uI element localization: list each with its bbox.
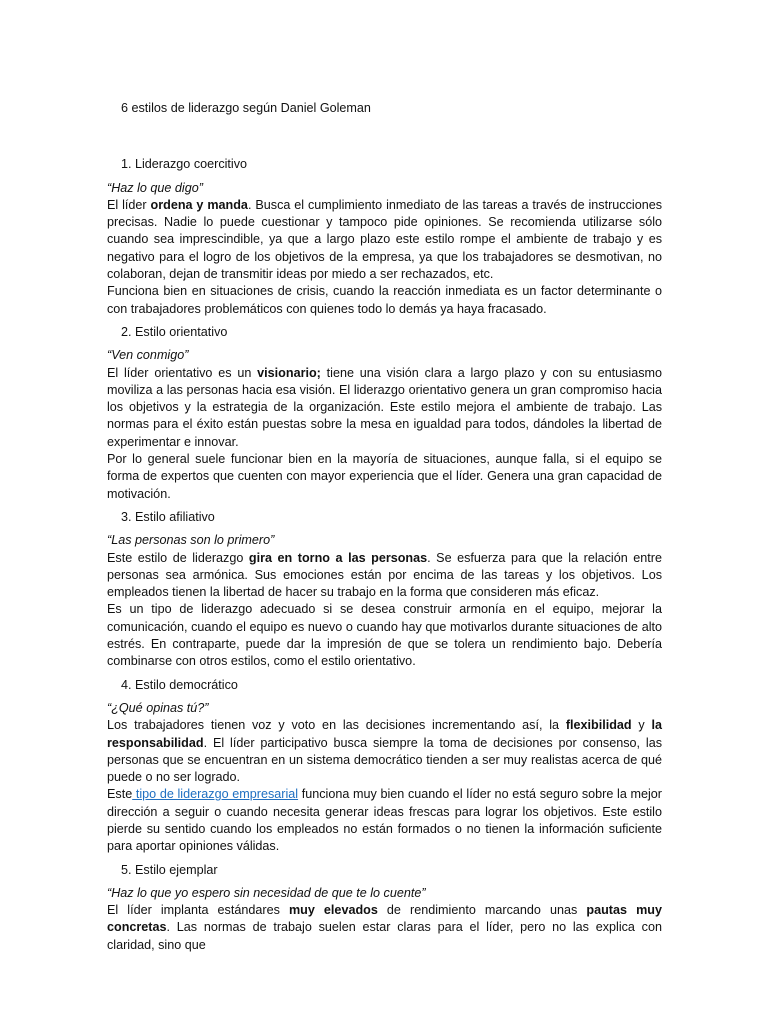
section-paragraph: Por lo general suele funcionar bien en la mayoría de situaciones, aunque falla, si el equipo se forma de expertos que cuenten con mayor experiencia que el líder. Genera una gran capacidad de motivación. [107, 452, 662, 501]
section-heading: 5. Estilo ejemplar [121, 862, 218, 877]
section-paragraph: Los trabajadores tienen voz y voto en las decisiones incrementando así, la flexibilidad y la responsabilidad. El líder participativo busca siempre la toma de decisiones por consenso, las personas que se encuentran en un sistema democrático tienden a ser muy realistas acerca de qué puede o no ser logrado. [107, 718, 663, 785]
section-paragraph: Este estilo de liderazgo gira en torno a las personas. Se esfuerza para que la relación entre personas sea armónica. Sus emociones están por encima de las tareas y los objetivos. Los empleados tienen la libertad de hacer su trabajo en la forma que consideren más eficaz. [107, 550, 662, 600]
section-paragraph: Funciona bien en situaciones de crisis, cuando la reacción inmediata es un factor determinante o con trabajadores problemáticos con quienes todo lo demás ya haya fracasado. [107, 284, 662, 316]
document-title: 6 estilos de liderazgo según Daniel Goleman [121, 101, 371, 115]
section-quote: “Haz lo que digo” [107, 180, 203, 195]
section-quote: “Haz lo que yo espero sin necesidad de que te lo cuente” [107, 885, 426, 900]
section-paragraph: Es un tipo de liderazgo adecuado si se desea construir armonía en el equipo, mejorar la comunicación, cuando el equipo es nuevo o cuando hay que motivarlos durante situaciones de alto estrés. En contraparte, puede dar la impresión de que se tolera un rendimiento bajo. Debería combinarse con otros estilos, como el estilo orientativo. [107, 602, 662, 669]
tipo-liderazgo-link[interactable]: tipo de liderazgo empresarial [132, 787, 299, 802]
section-paragraph: Este tipo de liderazgo empresarial funciona muy bien cuando el líder no está seguro sobre la mejor dirección a seguir o cuando necesita generar ideas frescas para lograr los objetivos. Este estilo pierde su sentido cuando los empleados no están formados o no tienen la información suficiente para aportar opiniones válidas. [107, 787, 662, 854]
section-heading: 4. Estilo democrático [121, 677, 238, 692]
section-quote: “Las personas son lo primero” [107, 533, 275, 548]
section-paragraph: El líder ordena y manda. Busca el cumplimiento inmediato de las tareas a través de instrucciones precisas. Nadie lo puede cuestionar y tampoco pide opiniones. Se recomienda utilizarse sólo cuando sea imprescindible, ya que a largo plazo este estilo rompe el ambiente de trabajo y es negativo para el logro de los objetivos de la empresa, ya que los trabajadores se desmotivan, no colaboran, dejan de transmitir ideas por miedo a ser rechazados, etc. [107, 197, 663, 282]
section-democratico [107, 677, 662, 856]
section-ejemplar [107, 862, 662, 954]
section-paragraph: El líder orientativo es un visionario; tiene una visión clara a largo plazo y con su entusiasmo moviliza a las personas hacia esa visión. El liderazgo orientativo genera un gran compromiso hacia los objetivos y la estrategia de la organización. Este estilo mejora el ambiente de trabajo. Las normas para el éxito están puestas sobre la mesa en igualdad para todos, dándoles la libertad de experimentar e innovar. [107, 365, 662, 449]
section-orientativo [107, 324, 662, 503]
section-paragraph: El líder implanta estándares muy elevados de rendimiento marcando unas pautas muy concretas. Las normas de trabajo suelen estar claras para el líder, pero no las explica con claridad, sino que [107, 903, 662, 952]
document-page [107, 100, 662, 954]
section-heading: 3. Estilo afiliativo [121, 509, 215, 524]
section-heading: 1. Liderazgo coercitivo [121, 157, 248, 172]
section-afiliativo [107, 509, 662, 671]
section-quote: “Ven conmigo” [107, 348, 189, 363]
section-heading: 2. Estilo orientativo [121, 324, 228, 339]
section-coercitivo [107, 156, 662, 318]
section-quote: “¿Qué opinas tú?” [107, 700, 209, 715]
